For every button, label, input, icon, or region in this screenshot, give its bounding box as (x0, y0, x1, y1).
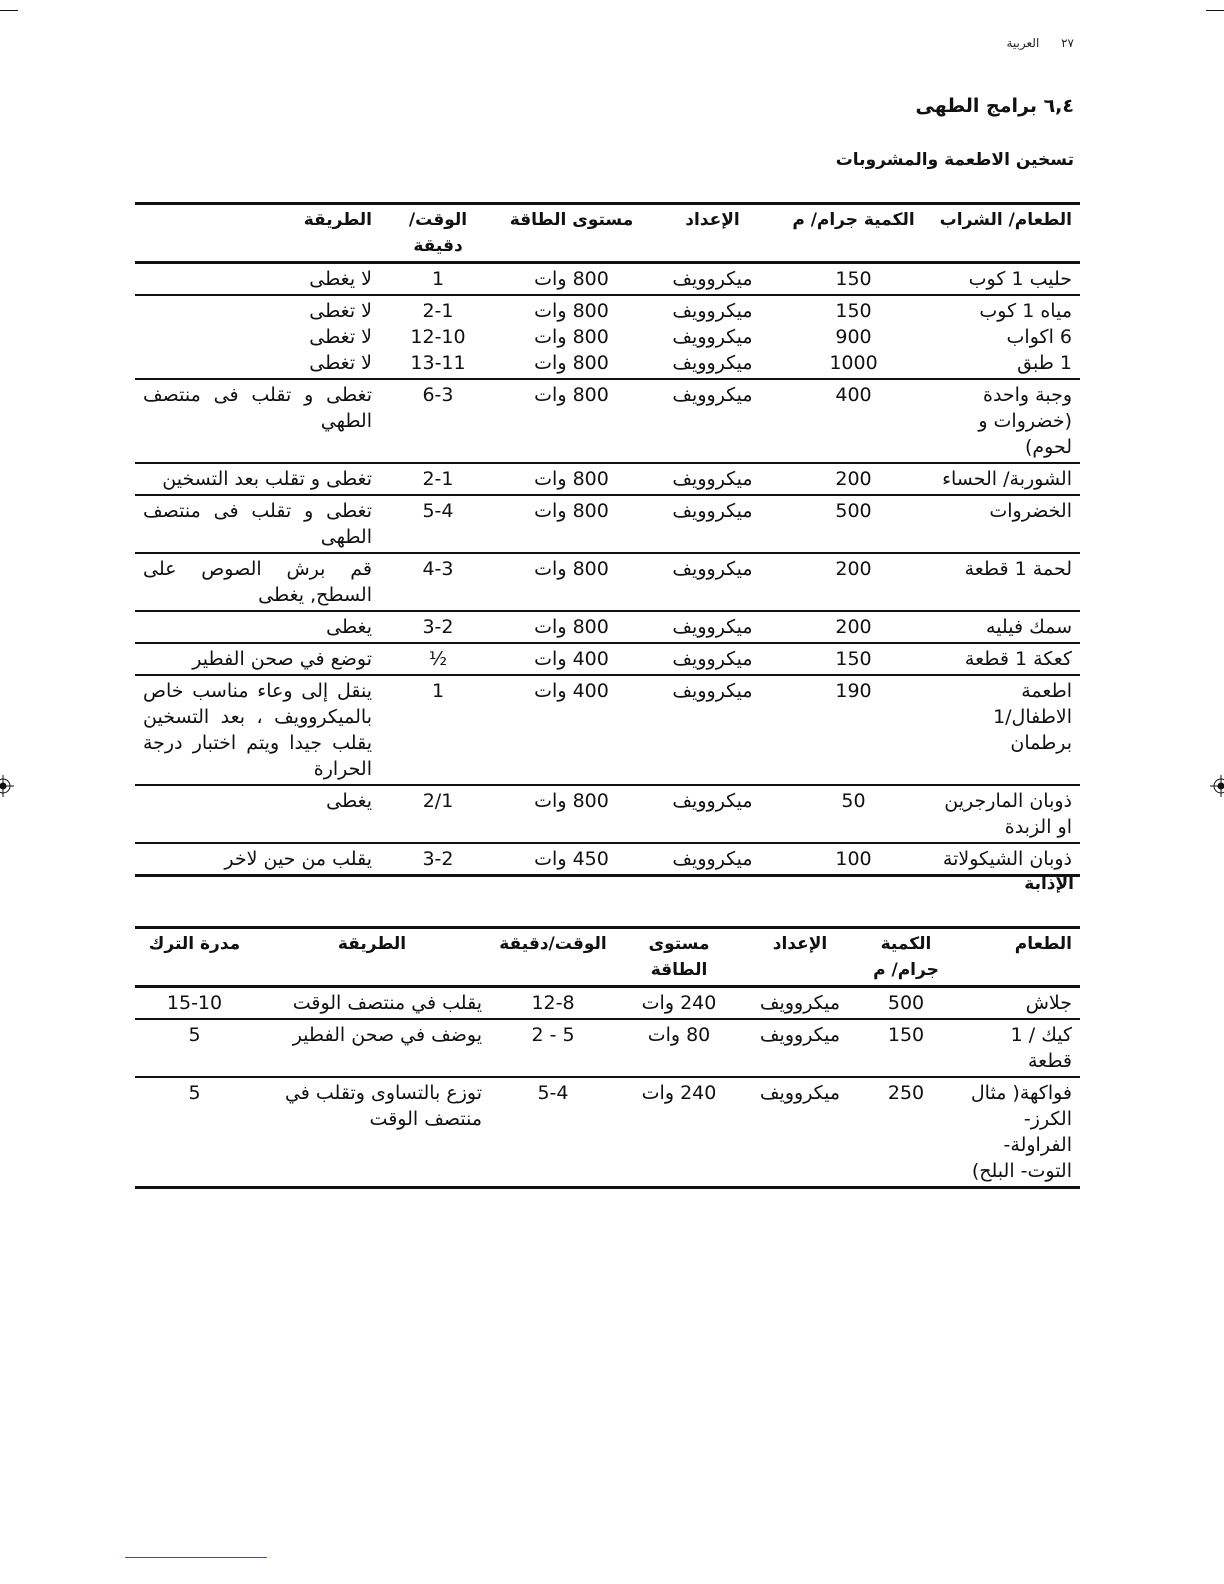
defrost-table-body (135, 987, 1080, 1188)
prep-cell-line: ميكروويف (672, 680, 753, 702)
qty-cell-line: 50 (841, 790, 866, 812)
food-cell-line: وجبة واحدة (خضروات و لحوم) (978, 384, 1072, 458)
col-method: الطريقة (303, 210, 372, 230)
prep-cell-line: ميكروويف (672, 848, 753, 870)
time-cell: 5 - 2 (531, 1024, 575, 1046)
time-cell-line: 2-1 (422, 300, 454, 322)
method-cell-line: توضع في صحن الفطير (192, 648, 372, 670)
power-cell (496, 379, 647, 463)
page-number: ٢٧ (1061, 36, 1074, 50)
qty-cell-line: 500 (835, 500, 872, 522)
heating-table-body (135, 263, 1080, 876)
standing-time-cell: 5 (188, 1024, 201, 1046)
prep-cell (647, 643, 778, 675)
method-cell-line: تغطى و تقلب فى منتصف الطهي (143, 384, 372, 432)
time-cell-line: 3-2 (422, 616, 454, 638)
method-cell-line: قم برش الصوص على السطح, يغطى (143, 558, 372, 606)
qty-cell (778, 553, 929, 611)
qty-cell (778, 463, 929, 495)
prep-cell (647, 675, 778, 785)
method-cell-line: يقلب من حين لاخر (224, 848, 372, 870)
prep-cell (647, 785, 778, 843)
prep-cell-line: ميكروويف (672, 268, 753, 290)
time-cell (380, 785, 496, 843)
power-cell (496, 643, 647, 675)
prep-cell (647, 553, 778, 611)
table-row (135, 785, 1080, 843)
prep-cell-line: ميكروويف (672, 616, 753, 638)
food-cell-line: سمك فيليه (986, 616, 1072, 638)
section-title: ٦,٤ برامج الطهى (915, 95, 1074, 117)
method-cell (135, 785, 380, 843)
prep-cell (647, 295, 778, 379)
food-cell (929, 553, 1080, 611)
time-cell: 12-8 (531, 992, 575, 1014)
qty-cell: 150 (887, 1024, 925, 1046)
prep-cell: ميكروويف (759, 992, 841, 1014)
power-cell-line: 400 وات (534, 680, 609, 702)
method-cell: توزع بالتساوى وتقلب في منتصف الوقت (284, 1082, 482, 1130)
defrost-header-row (135, 928, 1080, 987)
food-cell: فواكهة( مثال الكرز- الفراولة-التوت- البلح) (970, 1082, 1072, 1182)
time-cell (380, 675, 496, 785)
prep-cell (647, 495, 778, 553)
food-cell-line: الشوربة/ الحساء (942, 468, 1072, 490)
power-cell: 240 وات (641, 1082, 717, 1104)
qty-cell (778, 611, 929, 643)
power-cell (496, 263, 647, 296)
time-cell-line: 1 (431, 680, 445, 702)
time-cell-line: 3-2 (422, 848, 454, 870)
food-cell (929, 785, 1080, 843)
time-cell-line: 4-3 (422, 558, 454, 580)
food-cell (929, 675, 1080, 785)
qty-cell: 500 (887, 992, 925, 1014)
power-cell-line: 800 وات (534, 790, 609, 812)
table-row (135, 295, 1080, 379)
standing-time-cell: 15-10 (166, 992, 223, 1014)
col-method: الطريقة (337, 934, 407, 954)
method-cell (135, 643, 380, 675)
qty-cell (778, 495, 929, 553)
prep-cell (647, 843, 778, 876)
power-cell-line: 400 وات (534, 648, 609, 670)
time-cell-line: 1 (431, 268, 445, 290)
table-row (135, 611, 1080, 643)
method-cell (135, 263, 380, 296)
power-cell-line: 800 وات (534, 384, 609, 406)
food-cell-line: اطعمة الاطفال/1 برطمان (993, 680, 1072, 754)
qty-cell (778, 295, 929, 379)
prep-cell-line: ميكروويف (672, 500, 753, 522)
table-row (135, 1077, 1080, 1188)
qty-cell-line: 200 (835, 558, 872, 580)
method-cell (135, 463, 380, 495)
method-cell-line: تغطى و تقلب فى منتصف الطهى (143, 500, 372, 548)
prep-cell (647, 379, 778, 463)
col-power: مستوى الطاقة (648, 934, 710, 980)
page-header (1006, 36, 1074, 50)
qty-cell: 250 (887, 1082, 925, 1104)
heating-table (135, 202, 1080, 877)
time-cell (380, 263, 496, 296)
food-cell-line: حليب 1 كوب (968, 268, 1072, 290)
qty-cell-line: 150 (835, 648, 872, 670)
prep-cell (647, 611, 778, 643)
table-row (135, 643, 1080, 675)
power-cell (496, 463, 647, 495)
col-food: الطعام/ الشراب (939, 210, 1072, 230)
prep-cell (647, 263, 778, 296)
time-cell (380, 295, 496, 379)
prep-cell-line: ميكروويف (672, 352, 753, 374)
food-cell (929, 379, 1080, 463)
power-cell: 80 وات (647, 1024, 711, 1046)
qty-cell-line: 400 (835, 384, 872, 406)
table-row (135, 843, 1080, 876)
power-cell-line: 800 وات (534, 352, 609, 374)
table-row (135, 379, 1080, 463)
qty-cell-line: 1000 (829, 352, 878, 374)
defrost-title: الإذابة (1024, 874, 1074, 894)
time-cell-line: 5-4 (422, 500, 454, 522)
food-cell-line: الخضروات (989, 500, 1072, 522)
food-cell (929, 263, 1080, 296)
method-cell (135, 379, 380, 463)
power-cell (496, 611, 647, 643)
footer-rule (125, 1557, 267, 1558)
qty-cell (778, 379, 929, 463)
time-cell (380, 553, 496, 611)
qty-cell (778, 263, 929, 296)
col-prep: الإعداد (772, 934, 828, 954)
food-cell-line: مياه 1 كوب (979, 300, 1072, 322)
power-cell (496, 675, 647, 785)
method-cell (135, 295, 380, 379)
prep-cell-line: ميكروويف (672, 468, 753, 490)
standing-time-cell: 5 (188, 1082, 201, 1104)
time-cell (380, 611, 496, 643)
prep-cell: ميكروويف (759, 1082, 841, 1104)
qty-cell-line: 150 (835, 268, 872, 290)
power-cell (496, 843, 647, 876)
qty-cell-line: 190 (835, 680, 872, 702)
col-qty: الكمية جرام/ م (792, 210, 915, 230)
time-cell-line: 13-11 (410, 352, 466, 374)
crop-mark (1206, 10, 1224, 11)
time-cell (380, 495, 496, 553)
table-row (135, 463, 1080, 495)
table-row (135, 1019, 1080, 1077)
header-language: العربية (1006, 36, 1040, 50)
food-cell-line: كعكة 1 قطعة (964, 648, 1072, 670)
time-cell-line: 12-10 (410, 326, 466, 348)
heating-title: تسخين الاطعمة والمشروبات (835, 150, 1074, 170)
food-cell-line: ذوبان الشيكولاتة (942, 848, 1072, 870)
food-cell-line: ذوبان المارجرين او الزبدة (944, 790, 1072, 838)
food-cell-line: لحمة 1 قطعة (964, 558, 1072, 580)
qty-cell (778, 785, 929, 843)
qty-cell-line: 200 (835, 468, 872, 490)
col-time: الوقت/دقيقة (499, 934, 607, 954)
method-cell: يوضف في صحن الفطير (292, 1024, 482, 1046)
table-row (135, 553, 1080, 611)
qty-cell-line: 150 (835, 300, 872, 322)
prep-cell (647, 463, 778, 495)
time-cell (380, 379, 496, 463)
power-cell-line: 800 وات (534, 500, 609, 522)
time-cell-line: 2/1 (422, 790, 454, 812)
col-time: الوقت/دقيقة (408, 210, 468, 256)
time-cell-line: 6-3 (422, 384, 454, 406)
method-cell-line: لا تغطى (309, 326, 372, 348)
power-cell (496, 553, 647, 611)
power-cell (496, 495, 647, 553)
food-cell (929, 295, 1080, 379)
power-cell (496, 785, 647, 843)
power-cell-line: 800 وات (534, 468, 609, 490)
qty-cell-line: 100 (835, 848, 872, 870)
time-cell-line: 2-1 (422, 468, 454, 490)
food-cell-line: 6 اكواب (1006, 326, 1072, 348)
method-cell-line: تغطى و تقلب بعد التسخين (162, 468, 372, 490)
power-cell (496, 295, 647, 379)
qty-cell (778, 843, 929, 876)
col-standing-time: مدرة الترك (148, 934, 241, 954)
food-cell: جلاش (1025, 992, 1072, 1014)
method-cell (135, 611, 380, 643)
food-cell (929, 843, 1080, 876)
table-row (135, 987, 1080, 1020)
food-cell (929, 495, 1080, 553)
food-cell-line: 1 طبق (1017, 352, 1072, 374)
method-cell-line: لا يغطى (309, 268, 372, 290)
col-food: الطعام (1014, 934, 1072, 954)
method-cell-line: يغطى (326, 616, 372, 638)
method-cell-line: ينقل إلى وعاء مناسب خاص بالميكروويف ، بعد التسخين يقلب جيدا ويتم اختبار درجة الحرارة (143, 680, 372, 780)
col-power: مستوى الطاقة (509, 210, 634, 230)
method-cell-line: لا تغطى (309, 352, 372, 374)
power-cell-line: 800 وات (534, 268, 609, 290)
col-qty: الكمية جرام/ م (873, 934, 939, 980)
qty-cell-line: 900 (835, 326, 872, 348)
time-cell-line: ½ (428, 648, 448, 670)
col-prep: الإعداد (685, 210, 740, 230)
food-cell (929, 643, 1080, 675)
prep-cell-line: ميكروويف (672, 384, 753, 406)
heating-header-row (135, 204, 1080, 263)
power-cell-line: 800 وات (534, 326, 609, 348)
method-cell (135, 495, 380, 553)
registration-mark-icon (1210, 775, 1224, 797)
food-cell (929, 611, 1080, 643)
method-cell (135, 675, 380, 785)
crop-mark (0, 10, 18, 11)
power-cell: 240 وات (641, 992, 717, 1014)
table-row (135, 675, 1080, 785)
prep-cell-line: ميكروويف (672, 326, 753, 348)
table-row (135, 495, 1080, 553)
method-cell-line: يغطى (326, 790, 372, 812)
prep-cell-line: ميكروويف (672, 300, 753, 322)
prep-cell-line: ميكروويف (672, 558, 753, 580)
power-cell-line: 450 وات (534, 848, 609, 870)
method-cell (135, 843, 380, 876)
method-cell: يقلب في منتصف الوقت (292, 992, 482, 1014)
prep-cell: ميكروويف (759, 1024, 841, 1046)
qty-cell (778, 643, 929, 675)
prep-cell-line: ميكروويف (672, 790, 753, 812)
food-cell (929, 463, 1080, 495)
qty-cell-line: 200 (835, 616, 872, 638)
time-cell (380, 643, 496, 675)
qty-cell (778, 675, 929, 785)
time-cell: 5-4 (537, 1082, 569, 1104)
power-cell-line: 800 وات (534, 558, 609, 580)
power-cell-line: 800 وات (534, 616, 609, 638)
table-row (135, 263, 1080, 296)
method-cell (135, 553, 380, 611)
method-cell-line: لا تغطى (309, 300, 372, 322)
time-cell (380, 463, 496, 495)
defrost-table (135, 926, 1080, 1189)
food-cell: كيك / 1 قطعة (1010, 1024, 1072, 1072)
power-cell-line: 800 وات (534, 300, 609, 322)
prep-cell-line: ميكروويف (672, 648, 753, 670)
registration-mark-icon (0, 775, 14, 797)
time-cell (380, 843, 496, 876)
